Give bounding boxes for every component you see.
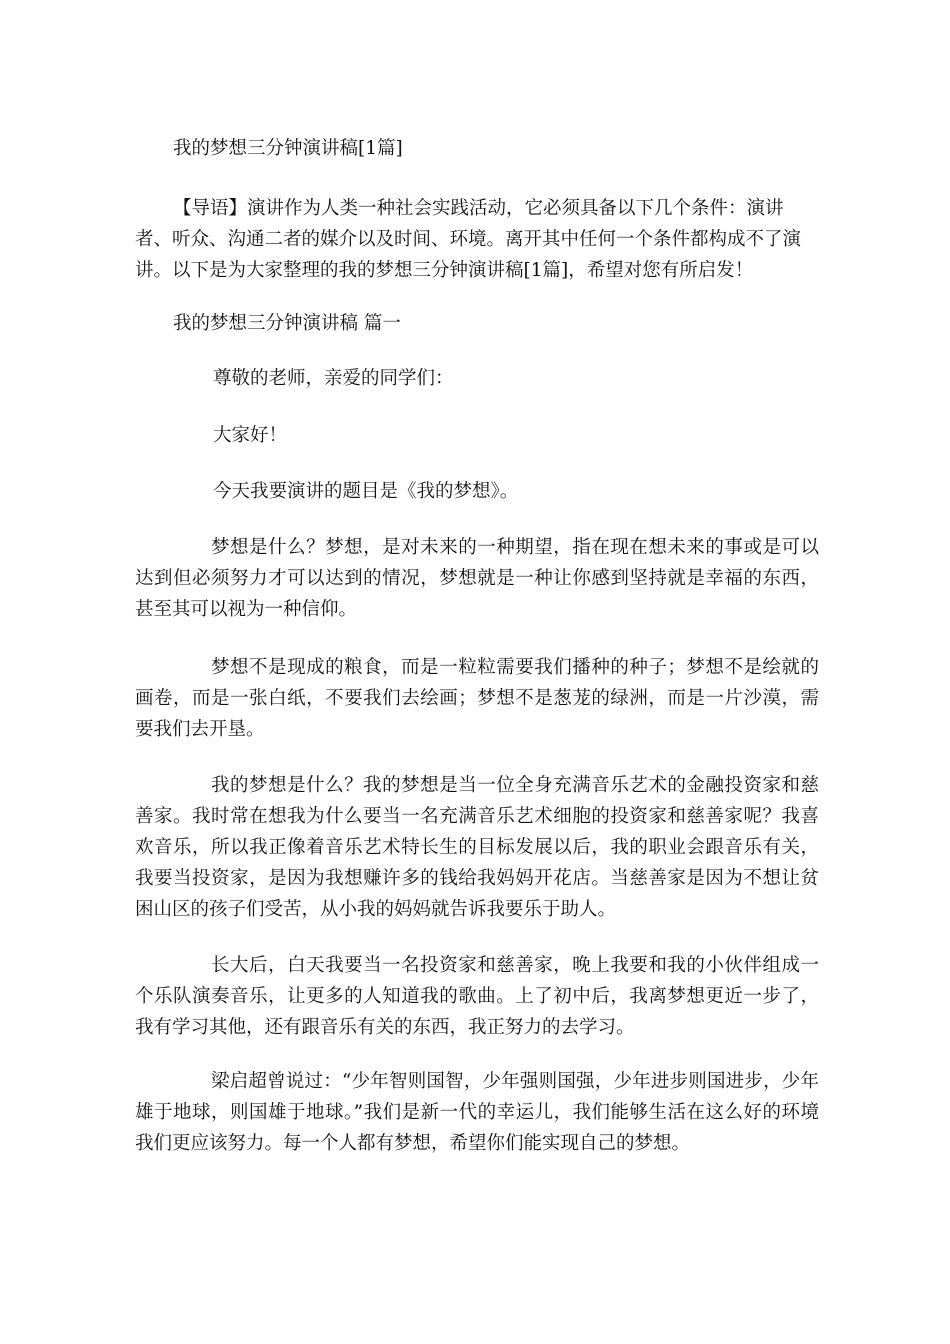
salutation: 尊敬的老师，亲爱的同学们： [213,368,454,389]
body-paragraph: 长大后，白天我要当一名投资家和慈善家，晚上我要和我的小伙伴组成一个乐队演奏音乐，让更多的人知道我的歌曲。上了初中后，我离梦想更近一步了，我有学习其他，还有跟音乐有关的东西，我正努力的去学习。 [135,955,819,1038]
body-paragraph: 梦想不是现成的粮食，而是一粒粒需要我们播种的种子；梦想不是绘就的画卷，而是一张白纸，不要我们去绘画；梦想不是葱茏的绿洲，而是一片沙漠，需要我们去开垦。 [135,657,819,740]
body-paragraph: 梦想是什么？梦想，是对未来的一种期望，指在现在想未来的事或是可以达到但必须努力才可以达到的情况，梦想就是一种让你感到坚持就是幸福的东西，甚至其可以视为一种信仰。 [135,537,819,620]
greeting: 大家好！ [213,425,288,446]
speech-topic: 今天我要演讲的题目是《我的梦想》。 [213,481,519,502]
section-heading: 我的梦想三分钟演讲稿 篇一 [173,313,401,334]
body-paragraph: 我的梦想是什么？我的梦想是当一位全身充满音乐艺术的金融投资家和慈善家。我时常在想我为什么要当一名充满音乐艺术细胞的投资家和慈善家呢？我喜欢音乐，所以我正像着音乐艺术特长生的目标发展以后，我的职业会跟音乐有关，我要当投资家，是因为我想赚许多的钱给我妈妈开花店。当慈善家是因为不想让贫困山区的孩子们受苦，从小我的妈妈就告诉我要乐于助人。 [135,775,819,920]
document-title: 我的梦想三分钟演讲稿[1篇] [173,138,403,159]
body-paragraph: 梁启超曾说过：“少年智则国智，少年强则国强，少年进步则国进步，少年雄于地球，则国雄于地球。”我们是新一代的幸运儿，我们能够生活在这么好的环境我们更应该努力。每一个人都有梦想，希望你们能实现自己的梦想。 [135,1071,819,1154]
intro-paragraph: 【导语】演讲作为人类一种社会实践活动，它必须具备以下几个条件：演讲者、听众、沟通二者的媒介以及时间、环境。离开其中任何一个条件都构成不了演讲。以下是为大家整理的我的梦想三分钟演讲稿[1篇]，希望对您有所启发！ [135,198,802,281]
